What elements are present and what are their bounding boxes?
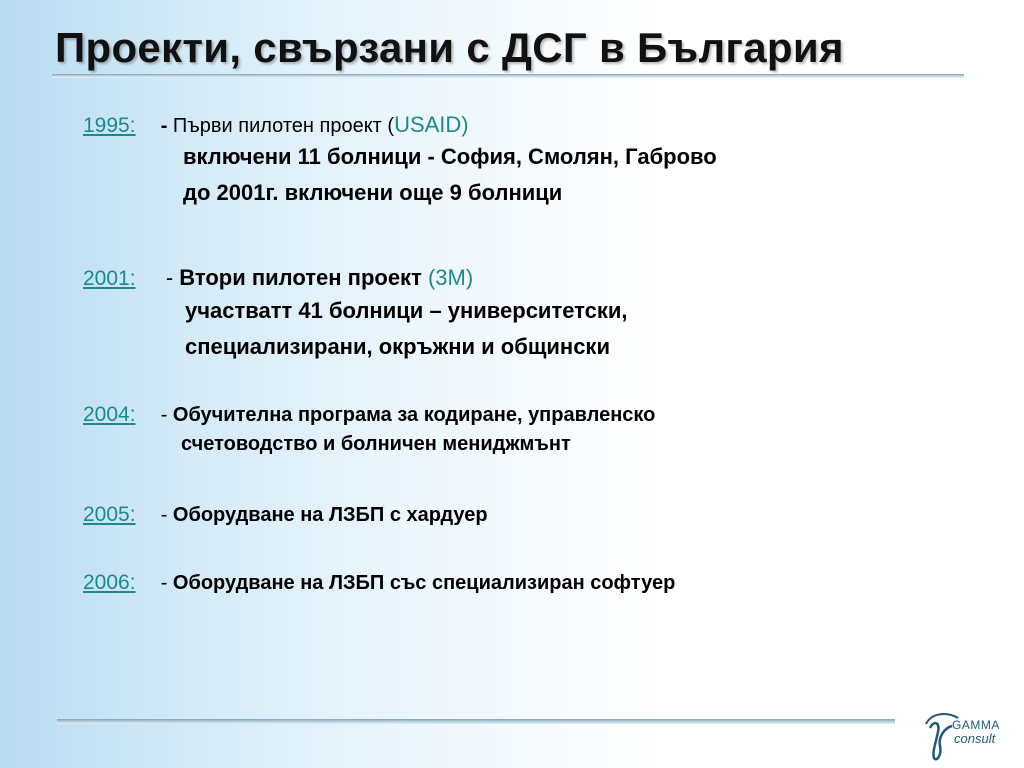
entry-headline: Втори пилотен проект xyxy=(179,265,428,290)
entry-2006 xyxy=(83,569,675,597)
footer-divider xyxy=(57,719,895,724)
entry-headline: Обучителна програма за кодиране, управленско xyxy=(172,404,656,426)
title-divider xyxy=(52,74,964,78)
entry-dash: - xyxy=(160,115,173,137)
entry-line: участватт 41 болници – университетски, xyxy=(185,298,628,323)
year-label: 2004: xyxy=(83,403,136,426)
entry-dash: - xyxy=(160,504,173,526)
entry-dash: - xyxy=(165,265,180,290)
entry-headline: Оборудване на ЛЗБП с хардуер xyxy=(172,504,488,526)
entry-line: счетоводство и болничен мениджмънт xyxy=(181,433,571,455)
entry-headline: Първи пилотен проект ( xyxy=(172,115,395,137)
logo-text: GAMMA xyxy=(952,718,1000,732)
entry-2004 xyxy=(83,401,656,455)
entry-1995 xyxy=(83,111,717,205)
year-label: 1995: xyxy=(83,114,136,137)
entry-accent: (3M) xyxy=(427,265,474,290)
year-label: 2006: xyxy=(83,571,136,594)
entry-2005 xyxy=(83,501,488,529)
page-title: Проекти, свързани с ДСГ в България xyxy=(55,24,844,71)
entry-line: включени 11 болници - София, Смолян, Габрово xyxy=(183,144,717,169)
year-label: 2005: xyxy=(83,503,136,526)
entry-line: специализирани, окръжни и общински xyxy=(185,334,610,359)
entry-2001 xyxy=(83,264,628,359)
entry-accent: USAID) xyxy=(394,112,469,137)
entry-dash: - xyxy=(160,572,173,594)
company-logo xyxy=(922,710,1002,762)
logo-text: consult xyxy=(954,731,996,746)
entry-line: до 2001г. включени още 9 болници xyxy=(183,180,563,205)
entry-dash: - xyxy=(160,404,173,426)
entry-headline: Оборудване на ЛЗБП със специализиран софтуер xyxy=(172,572,676,594)
year-label: 2001: xyxy=(83,267,136,290)
